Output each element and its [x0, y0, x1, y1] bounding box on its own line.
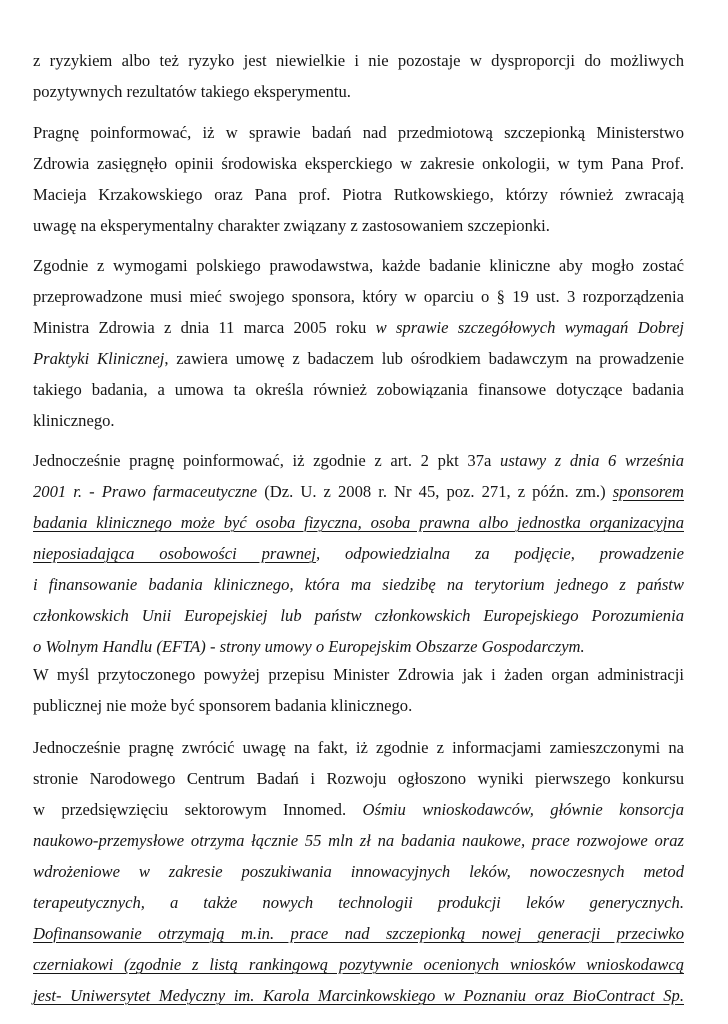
text-line: wdrożeniowe w zakresie poszukiwania innowacyjnych leków, nowoczesnych metod — [33, 862, 684, 881]
text-line: Pragnę poinformować, iż w sprawie badań nad przedmiotową szczepionką Ministerstwo — [33, 123, 684, 142]
text-line: stronie Narodowego Centrum Badań i Rozwoju ogłoszono wyniki pierwszego konkursu — [33, 769, 684, 788]
text-line: pozytywnych rezultatów takiego eksperymentu. — [33, 82, 351, 101]
text-line: w przedsięwzięciu sektorowym Innomed. Ośmiu wnioskodawców, głównie konsorcja — [33, 800, 684, 819]
text-line: uwagę na eksperymentalny charakter związany z zastosowaniem szczepionki. — [33, 216, 550, 235]
text-line: czerniakowi (zgodnie z listą rankingową pozytywnie ocenionych wniosków wnioskodawcą — [33, 955, 684, 974]
paragraph-6 — [33, 732, 684, 1011]
text-line: Ministra Zdrowia z dnia 11 marca 2005 roku w sprawie szczegółowych wymagań Dobrej — [33, 318, 684, 337]
text-line: jest- Uniwersytet Medyczny im. Karola Marcinkowskiego w Poznaniu oraz BioContract Sp. — [33, 986, 684, 1005]
text-line: Zdrowia zasięgnęło opinii środowiska eksperckiego w zakresie onkologii, w tym Pana Prof. — [33, 154, 684, 173]
text-line: Dofinansowanie otrzymają m.in. prace nad szczepionką nowej generacji przeciwko — [33, 924, 684, 943]
text-line: nieposiadająca osobowości prawnej, odpowiedzialna za podjęcie, prowadzenie — [33, 544, 684, 563]
text-line: o Wolnym Handlu (EFTA) - strony umowy o Europejskim Obszarze Gospodarczym. — [33, 637, 585, 656]
text-line: naukowo-przemysłowe otrzyma łącznie 55 mln zł na badania naukowe, prace rozwojowe oraz — [33, 831, 684, 850]
paragraph-5 — [33, 659, 684, 721]
text-line: Macieja Krzakowskiego oraz Pana prof. Piotra Rutkowskiego, którzy również zwracają — [33, 185, 684, 204]
text-line: i finansowanie badania klinicznego, która ma siedzibę na terytorium jednego z państw — [33, 575, 684, 594]
text-line: W myśl przytoczonego powyżej przepisu Minister Zdrowia jak i żaden organ administracji — [33, 665, 684, 684]
text-line: publicznej nie może być sponsorem badania klinicznego. — [33, 696, 413, 715]
text-line: Zgodnie z wymogami polskiego prawodawstwa, każde badanie kliniczne aby mogło zostać — [33, 256, 684, 275]
text-line: Praktyki Klinicznej, zawiera umowę z badaczem lub ośrodkiem badawczym na prowadzenie — [33, 349, 684, 368]
text-line: członkowskich Unii Europejskiej lub państw członkowskich Europejskiego Porozumienia — [33, 606, 684, 625]
text-line: przeprowadzone musi mieć swojego sponsora, który w oparciu o § 19 ust. 3 rozporządzenia — [33, 287, 684, 306]
paragraph-3 — [33, 250, 684, 436]
text-line: 2001 r. - Prawo farmaceutyczne (Dz. U. z 2008 r. Nr 45, poz. 271, z późn. zm.) sponsorem — [33, 482, 684, 501]
text-line: takiego badania, a umowa ta określa również zobowiązania finansowe dotyczące badania — [33, 380, 684, 399]
text-line: klinicznego. — [33, 411, 115, 430]
paragraph-1 — [33, 45, 684, 107]
paragraph-2 — [33, 117, 684, 241]
text-line: terapeutycznych, a także nowych technologii produkcji leków generycznych. — [33, 893, 684, 912]
paragraph-4 — [33, 445, 684, 662]
text-line: Jednocześnie pragnę poinformować, iż zgodnie z art. 2 pkt 37a ustawy z dnia 6 września — [33, 451, 684, 470]
text-line: Jednocześnie pragnę zwrócić uwagę na fakt, iż zgodnie z informacjami zamieszczonymi na — [33, 738, 684, 757]
text-line: badania klinicznego może być osoba fizyczna, osoba prawna albo jednostka organizacyjna — [33, 513, 684, 532]
text-line: z ryzykiem albo też ryzyko jest niewielkie i nie pozostaje w dysproporcji do możliwych — [33, 51, 684, 70]
